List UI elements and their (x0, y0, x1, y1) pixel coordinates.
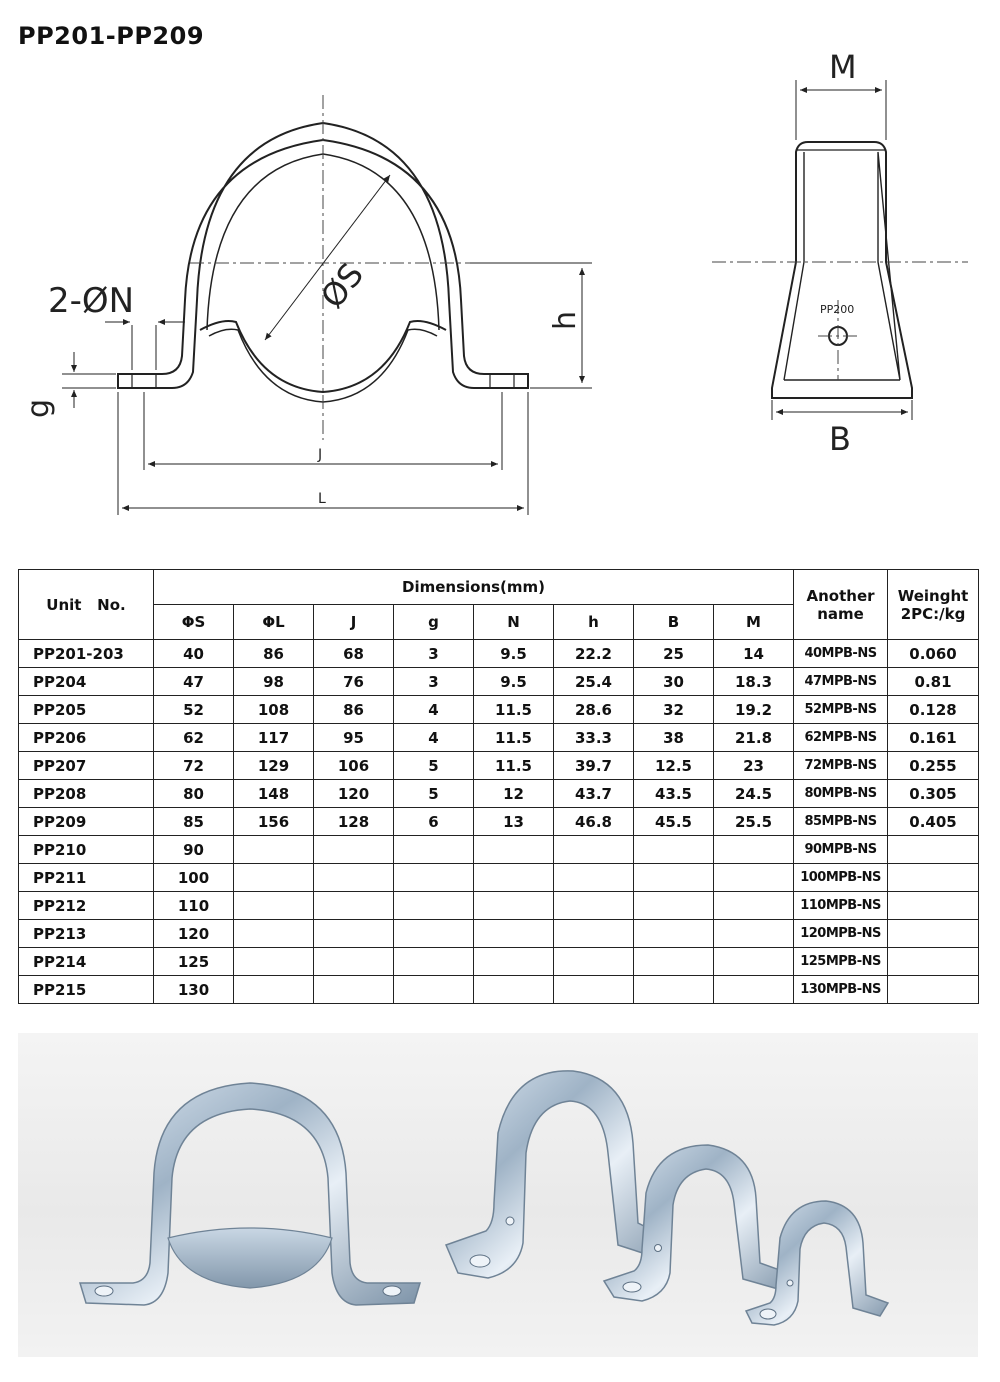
dim-cell-b (634, 948, 714, 976)
dim-cell-l: 98 (234, 668, 314, 696)
weight-cell: 0.060 (888, 640, 979, 668)
dim-cell-n: 13 (474, 808, 554, 836)
n-label: 2-ØN (48, 281, 135, 321)
dim-cell-j: 128 (314, 808, 394, 836)
dim-cell-m (714, 892, 794, 920)
unit-no-cell: PP214 (19, 948, 154, 976)
unit-no-cell: PP210 (19, 836, 154, 864)
dim-cell-h: 22.2 (554, 640, 634, 668)
another-name-cell: 100MPB-NS (794, 864, 888, 892)
unit-no-cell: PP209 (19, 808, 154, 836)
dim-cell-b (634, 836, 714, 864)
another-name-cell: 90MPB-NS (794, 836, 888, 864)
another-name-cell: 85MPB-NS (794, 808, 888, 836)
dim-cell-g: 3 (394, 640, 474, 668)
dim-cell-n: 11.5 (474, 724, 554, 752)
dim-cell-b: 45.5 (634, 808, 714, 836)
dim-cell-j: 106 (314, 752, 394, 780)
dim-cell-l (234, 920, 314, 948)
dim-cell-n: 12 (474, 780, 554, 808)
dim-cell-b (634, 864, 714, 892)
table-row (19, 948, 979, 976)
dim-cell-l (234, 948, 314, 976)
another-name-cell: 62MPB-NS (794, 724, 888, 752)
dim-cell-n: 11.5 (474, 696, 554, 724)
col-header-b: B (634, 605, 714, 640)
dim-cell-g (394, 892, 474, 920)
weight-cell (888, 864, 979, 892)
dim-cell-s: 80 (154, 780, 234, 808)
table-row (19, 892, 979, 920)
dim-cell-h (554, 836, 634, 864)
dim-cell-l: 129 (234, 752, 314, 780)
dim-cell-b: 32 (634, 696, 714, 724)
product-photo (18, 1033, 978, 1357)
dim-cell-b (634, 976, 714, 1004)
dim-cell-m (714, 864, 794, 892)
clamp-photo-large (446, 1071, 668, 1278)
dim-cell-b: 38 (634, 724, 714, 752)
another-name-cell: 125MPB-NS (794, 948, 888, 976)
another-name-cell: 47MPB-NS (794, 668, 888, 696)
dim-cell-j: 68 (314, 640, 394, 668)
dim-cell-s: 47 (154, 668, 234, 696)
dim-cell-s: 62 (154, 724, 234, 752)
dim-cell-n: 11.5 (474, 752, 554, 780)
another-name-cell: 120MPB-NS (794, 920, 888, 948)
dim-cell-j (314, 920, 394, 948)
dim-cell-s: 100 (154, 864, 234, 892)
table-row (19, 640, 979, 668)
dim-cell-h (554, 976, 634, 1004)
h-label: h (548, 310, 583, 330)
dim-cell-j (314, 892, 394, 920)
dim-cell-h: 28.6 (554, 696, 634, 724)
weight-header: Weinght 2PC:/kg (888, 570, 979, 640)
dim-cell-m: 25.5 (714, 808, 794, 836)
dim-cell-n (474, 920, 554, 948)
unit-no-cell: PP204 (19, 668, 154, 696)
table-row (19, 836, 979, 864)
page-title: PP201-PP209 (18, 22, 205, 50)
dim-cell-l: 86 (234, 640, 314, 668)
dim-cell-n (474, 864, 554, 892)
dim-cell-s: 52 (154, 696, 234, 724)
dim-cell-l: 108 (234, 696, 314, 724)
dim-cell-s: 85 (154, 808, 234, 836)
part-label: PP200 (820, 303, 855, 316)
dim-cell-g (394, 836, 474, 864)
dim-cell-h (554, 892, 634, 920)
weight-cell: 0.305 (888, 780, 979, 808)
table-row (19, 780, 979, 808)
dim-cell-b: 25 (634, 640, 714, 668)
dim-cell-h: 43.7 (554, 780, 634, 808)
dim-cell-g (394, 948, 474, 976)
weight-cell (888, 892, 979, 920)
dim-cell-n (474, 976, 554, 1004)
another-name-cell: 110MPB-NS (794, 892, 888, 920)
dim-cell-g (394, 864, 474, 892)
dim-cell-l: 117 (234, 724, 314, 752)
dim-cell-j (314, 864, 394, 892)
j-label: J (318, 447, 323, 463)
dim-cell-m: 24.5 (714, 780, 794, 808)
dim-cell-b (634, 892, 714, 920)
dim-cell-s: 90 (154, 836, 234, 864)
unit-no-cell: PP212 (19, 892, 154, 920)
dim-cell-g: 6 (394, 808, 474, 836)
dim-cell-m: 18.3 (714, 668, 794, 696)
dim-cell-h (554, 948, 634, 976)
dim-cell-g: 5 (394, 780, 474, 808)
dim-cell-n: 9.5 (474, 640, 554, 668)
unit-no-cell: PP211 (19, 864, 154, 892)
weight-cell: 0.128 (888, 696, 979, 724)
dim-cell-s: 120 (154, 920, 234, 948)
table-row (19, 724, 979, 752)
unit-no-cell: PP213 (19, 920, 154, 948)
l-label: L (318, 491, 326, 507)
dim-cell-s: 125 (154, 948, 234, 976)
dim-cell-j: 95 (314, 724, 394, 752)
weight-cell (888, 948, 979, 976)
table-row (19, 976, 979, 1004)
table-row (19, 808, 979, 836)
table-row (19, 696, 979, 724)
dim-cell-m: 14 (714, 640, 794, 668)
another-name-cell: 130MPB-NS (794, 976, 888, 1004)
dim-cell-g: 4 (394, 696, 474, 724)
side-view (772, 142, 912, 398)
table-row (19, 864, 979, 892)
s-label: ØS (313, 256, 372, 316)
another-name-header: Another name (794, 570, 888, 640)
unit-no-cell: PP201-203 (19, 640, 154, 668)
dim-cell-n: 9.5 (474, 668, 554, 696)
m-label: M (829, 48, 857, 86)
dim-cell-h: 39.7 (554, 752, 634, 780)
unit-no-cell: PP208 (19, 780, 154, 808)
dim-cell-b: 12.5 (634, 752, 714, 780)
weight-cell: 0.161 (888, 724, 979, 752)
another-name-cell: 40MPB-NS (794, 640, 888, 668)
col-header-s: ΦS (154, 605, 234, 640)
dim-cell-g: 5 (394, 752, 474, 780)
b-label: B (829, 420, 851, 458)
dim-cell-l: 148 (234, 780, 314, 808)
spec-table (18, 569, 979, 1004)
unit-no-cell: PP206 (19, 724, 154, 752)
dim-cell-n (474, 892, 554, 920)
col-header-j: J (314, 605, 394, 640)
dim-cell-g (394, 976, 474, 1004)
table-row (19, 920, 979, 948)
dim-cell-g: 4 (394, 724, 474, 752)
unit-no-cell: PP207 (19, 752, 154, 780)
dim-cell-l (234, 836, 314, 864)
dim-cell-m (714, 976, 794, 1004)
dim-cell-h: 33.3 (554, 724, 634, 752)
dim-cell-m: 21.8 (714, 724, 794, 752)
technical-drawing (0, 0, 1000, 560)
dim-cell-n (474, 836, 554, 864)
unit-no-cell: PP205 (19, 696, 154, 724)
another-name-cell: 80MPB-NS (794, 780, 888, 808)
another-name-cell: 72MPB-NS (794, 752, 888, 780)
dim-cell-m (714, 836, 794, 864)
dim-cell-g (394, 920, 474, 948)
col-header-n: N (474, 605, 554, 640)
weight-cell: 0.81 (888, 668, 979, 696)
g-label: g (21, 398, 56, 418)
unit-no-header: Unit No. (19, 570, 154, 640)
weight-cell: 0.255 (888, 752, 979, 780)
dim-cell-h: 25.4 (554, 668, 634, 696)
dim-cell-m: 23 (714, 752, 794, 780)
col-header-l: ΦL (234, 605, 314, 640)
weight-cell: 0.405 (888, 808, 979, 836)
weight-cell (888, 920, 979, 948)
dim-cell-j: 120 (314, 780, 394, 808)
dim-cell-m (714, 948, 794, 976)
dim-cell-l (234, 892, 314, 920)
dim-cell-j: 76 (314, 668, 394, 696)
col-header-m: M (714, 605, 794, 640)
dim-cell-h (554, 864, 634, 892)
dim-cell-h: 46.8 (554, 808, 634, 836)
dim-cell-b: 43.5 (634, 780, 714, 808)
dim-cell-l (234, 864, 314, 892)
another-name-cell: 52MPB-NS (794, 696, 888, 724)
dim-cell-g: 3 (394, 668, 474, 696)
dim-cell-s: 130 (154, 976, 234, 1004)
dim-cell-j: 86 (314, 696, 394, 724)
clamp-photo-small (746, 1201, 888, 1325)
dim-cell-m (714, 920, 794, 948)
table-row (19, 668, 979, 696)
col-header-g: g (394, 605, 474, 640)
dim-cell-s: 72 (154, 752, 234, 780)
dim-cell-b: 30 (634, 668, 714, 696)
dim-cell-j (314, 836, 394, 864)
col-header-h: h (554, 605, 634, 640)
dim-cell-l (234, 976, 314, 1004)
dim-cell-l: 156 (234, 808, 314, 836)
dim-cell-m: 19.2 (714, 696, 794, 724)
table-row (19, 752, 979, 780)
unit-no-cell: PP215 (19, 976, 154, 1004)
dim-cell-j (314, 976, 394, 1004)
spec-table-body (19, 640, 979, 1004)
clamp-photo-front (80, 1083, 420, 1305)
dimensions-header: Dimensions(mm) (154, 570, 794, 605)
weight-cell (888, 976, 979, 1004)
dim-cell-h (554, 920, 634, 948)
dim-cell-s: 40 (154, 640, 234, 668)
dim-cell-j (314, 948, 394, 976)
dim-cell-b (634, 920, 714, 948)
dim-cell-n (474, 948, 554, 976)
weight-cell (888, 836, 979, 864)
dim-cell-s: 110 (154, 892, 234, 920)
